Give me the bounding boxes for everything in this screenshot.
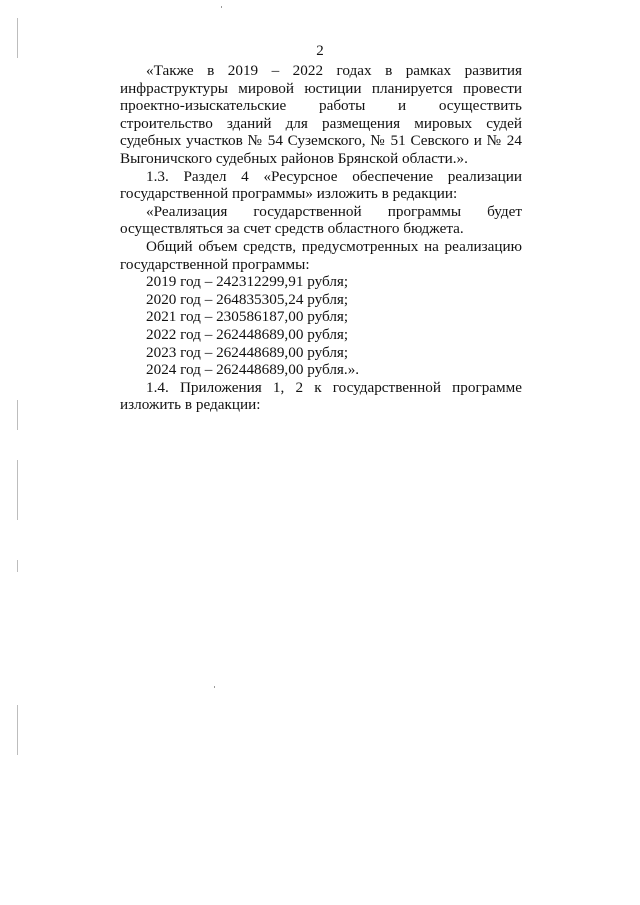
funding-line-2022: 2022 год – 262448689,00 рубля; [146,325,349,343]
scan-mark [17,460,18,520]
scan-mark [17,18,18,58]
paragraph-section-4: 1.3. Раздел 4 «Ресурсное обеспечение реализации государственной программы» изложить в редакции: [120,167,522,203]
scan-speck [214,686,215,688]
funding-line-2019: 2019 год – 242312299,91 рубля; [146,273,349,291]
document-body [120,62,522,414]
paragraph-total-volume: Общий объем средств, предусмотренных на реализацию государственной программы: [120,237,522,273]
paragraph-infrastructure: «Также в 2019 – 2022 годах в рамках развития инфраструктуры мировой юстиции планируется провести проектно-изыскательские работы и осуществить строительство зданий для размещения мировых судей судебных участков № 54 Суземского, № 51 Севского и № 24 Выгоничского судебных районов Брянской области.». [120,62,522,167]
scan-mark [17,705,18,755]
paragraph-appendices: 1.4. Приложения 1, 2 к государственной программе изложить в редакции: [120,378,522,414]
funding-line-2023: 2023 год – 262448689,00 рубля; [146,343,349,361]
funding-line-2020: 2020 год – 264835305,24 рубля; [146,290,349,308]
scan-mark [17,400,18,430]
funding-line-2021: 2021 год – 230586187,00 рубля; [146,308,349,326]
page-number: 2 [316,43,324,59]
paragraph-financing-source: «Реализация государственной программы будет осуществляться за счет средств областного бюджета. [120,202,522,238]
scan-speck [221,6,222,8]
funding-line-2024: 2024 год – 262448689,00 рубля.». [146,361,360,379]
funding-list [120,273,522,379]
scan-mark [17,560,18,572]
